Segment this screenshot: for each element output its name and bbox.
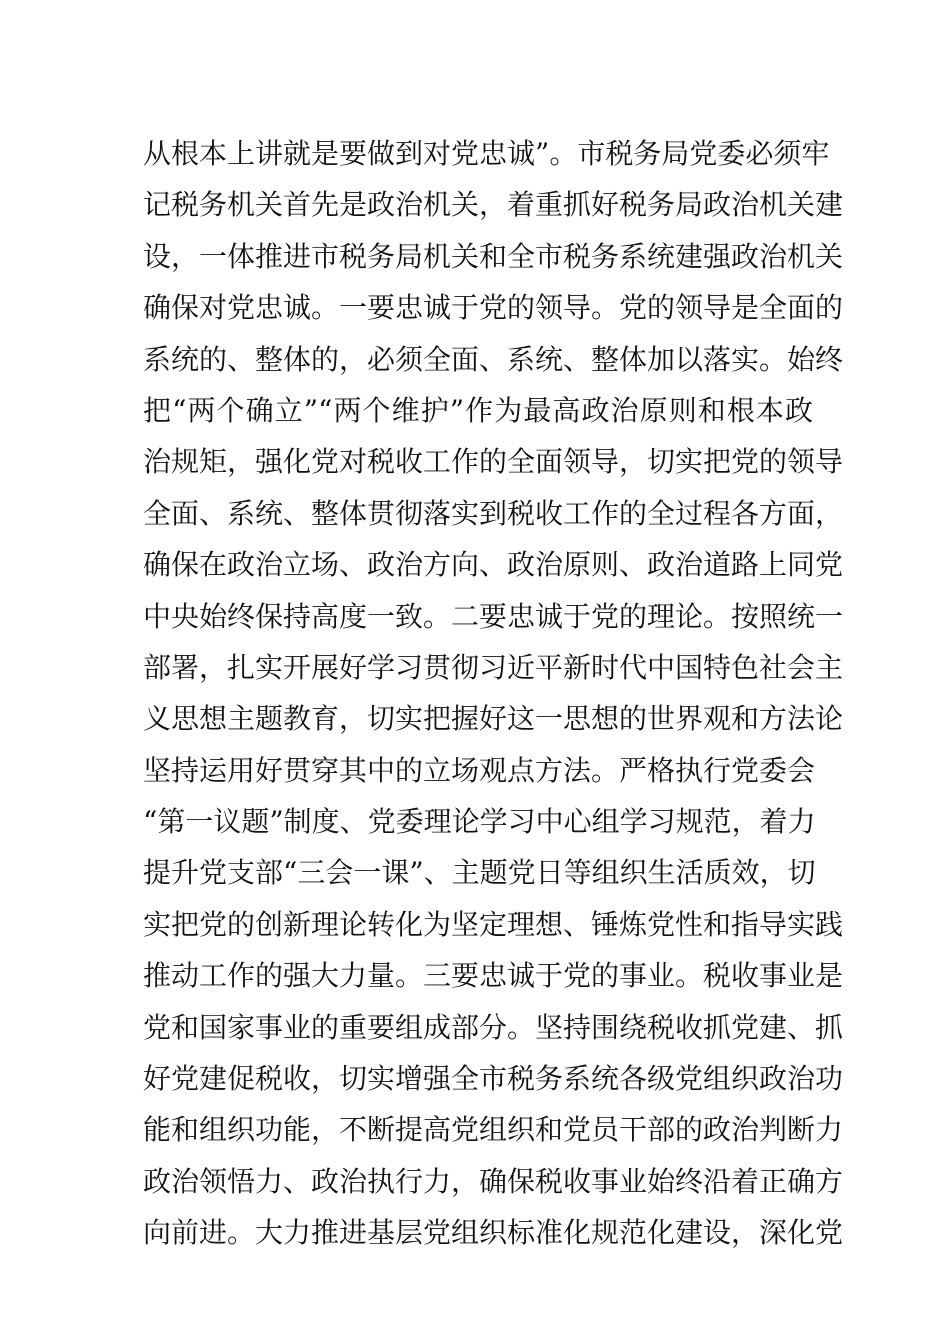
text-line-20: 能和组织功能，不断提高党组织和党员干部的政治判断力: [143, 1113, 844, 1147]
text-line-12: 义思想主题教育，切实把握好这一思想的世界观和方法论: [143, 702, 844, 736]
text-line-8: 全面、系统、整体贯彻落实到税收工作的全过程各方面，: [143, 496, 844, 530]
text-line-19: 好党建促税收，切实增强全市税务系统各级党组织政治功: [143, 1062, 844, 1096]
text-line-21: 政治领悟力、政治执行力，确保税收事业始终沿着正确方: [143, 1164, 844, 1198]
text-line-10: 中央始终保持高度一致。二要忠诚于党的理论。按照统一: [143, 599, 844, 633]
text-line-11: 部署，扎实开展好学习贯彻习近平新时代中国特色社会主: [143, 650, 844, 684]
text-line-15: 提升党支部“三会一课”、主题党日等组织生活质效，切: [143, 856, 816, 890]
text-line-1: 从根本上讲就是要做到对党忠诚”。市税务局党委必须牢: [143, 137, 830, 170]
text-line-14: “第一议题”制度、党委理论学习中心组学习规范，着力: [143, 805, 816, 839]
text-line-4: 确保对党忠诚。一要忠诚于党的领导。党的领导是全面的: [143, 291, 844, 325]
text-line-17: 推动工作的强大力量。三要忠诚于党的事业。税收事业是: [143, 959, 844, 993]
text-line-22: 向前进。大力推进基层党组织标准化规范化建设，深化党: [143, 1216, 844, 1250]
text-line-6: 把“两个确立”“两个维护”作为最高政治原则和根本政: [143, 393, 813, 427]
text-line-9: 确保在政治立场、政治方向、政治原则、政治道路上同党: [143, 548, 844, 582]
text-line-18: 党和国家事业的重要组成部分。坚持围绕税收抓党建、抓: [143, 1010, 844, 1044]
text-line-2: 记税务机关首先是政治机关，着重抓好税务局政治机关建: [143, 188, 844, 222]
text-line-3: 设，一体推进市税务局机关和全市税务系统建强政治机关: [143, 239, 844, 273]
body-paragraph: [143, 128, 844, 1259]
text-line-7: 治规矩，强化党对税收工作的全面领导，切实把党的领导: [143, 445, 844, 479]
text-line-13: 坚持运用好贯穿其中的立场观点方法。严格执行党委会: [143, 753, 816, 787]
text-line-16: 实把党的创新理论转化为坚定理想、锤炼党性和指导实践: [143, 907, 844, 941]
text-line-5: 系统的、整体的，必须全面、系统、整体加以落实。始终: [143, 342, 844, 376]
